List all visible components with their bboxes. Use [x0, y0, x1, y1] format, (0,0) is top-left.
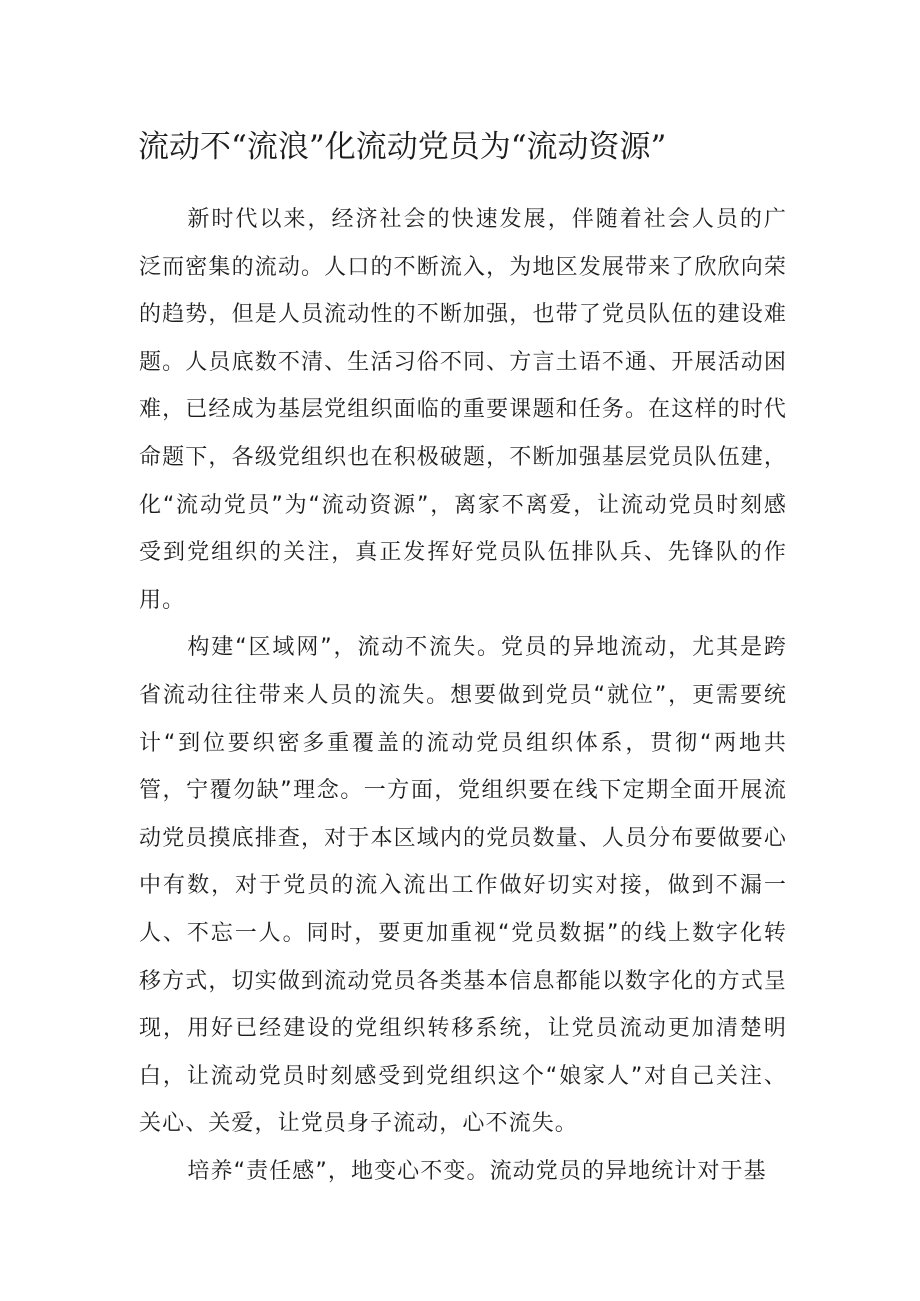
paragraph-intro: 新时代以来，经济社会的快速发展，伴随着社会人员的广泛而密集的流动。人口的不断流入，为地区发展带来了欣欣向荣的趋势，但是人员流动性的不断加强，也带了党员队伍的建设难题。人员底数不清、生活习俗不同、方言土语不通、开展活动困难，已经成为基层党组织面临的重要课题和任务。在这样的时代命题下，各级党组织也在积极破题，不断加强基层党员队伍建，化“流动党员”为“流动资源”，离家不离爱，让流动党员时刻感受到党组织的关注，真正发挥好党员队伍排队兵、先锋队的作用。 [139, 207, 787, 613]
document-body [139, 196, 787, 1195]
paragraph-regional-network: 构建“区域网”，流动不流失。党员的异地流动，尤其是跨省流动往往带来人员的流失。想要做到党员“就位”，更需要统计“到位要织密多重覆盖的流动党员组织体系，贯彻“两地共管，宁覆勿缺”理念。一方面，党组织要在线下定期全面开展流动党员摸底排查，对于本区域内的党员数量、人员分布要做要心中有数，对于党员的流入流出工作做好切实对接，做到不漏一人、不忘一人。同时，要更加重视“党员数据”的线上数字化转移方式，切实做到流动党员各类基本信息都能以数字化的方式呈现，用好已经建设的党组织转移系统，让党员流动更加清楚明白，让流动党员时刻感受到党组织这个“娘家人”对自己关注、关心、关爱，让党员身子流动，心不流失。 [139, 635, 787, 1137]
document-title: 流动不“流浪”化流动党员为“流动资源” [138, 129, 667, 165]
paragraph-responsibility: 培养“责任感”，地变心不变。流动党员的异地统计对于基 [187, 1158, 767, 1184]
